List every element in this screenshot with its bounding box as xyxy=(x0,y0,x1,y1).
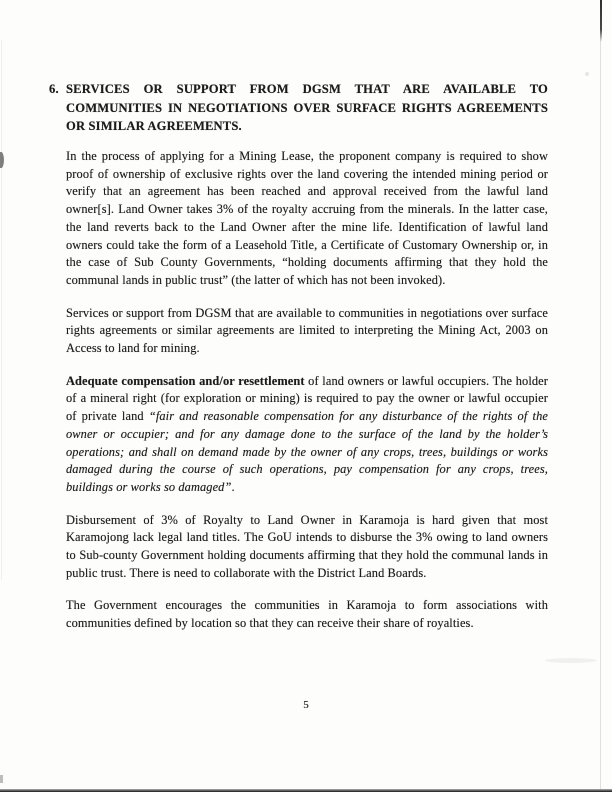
paragraph xyxy=(66,597,548,632)
text-run-normal: Disbursement of 3% of Royalty to Land Owner in Karamoja is hard given that most Karamojong lack legal land titles. The GoU intends to disburse the 3% owing to land owners to Sub-county Government holding documents affirming that they hold the communal lands in public trust. There is need to collaborate with the District Land Boards. xyxy=(66,512,548,580)
paragraph xyxy=(66,373,548,497)
section-heading-text: SERVICES OR SUPPORT FROM DGSM THAT ARE AVAILABLE TO COMMUNITIES IN NEGOTIATIONS OVER SURFACE RIGHTS AGREEMENTS OR SIMILAR AGREEMENTS. xyxy=(66,82,548,134)
text-run-normal: Services or support from DGSM that are available to communities in negotiations over surface rights agreements or similar agreements are limited to interpreting the Mining Act, 2003 on Access to land for mining. xyxy=(66,305,548,356)
text-run-normal: In the process of applying for a Mining Lease, the proponent company is required to show proof of ownership of exclusive rights over the land covering the intended mining period or verify that an agreement has been reached and approval received from the lawful land owner[s]. Land Owner takes 3% of the royalty accruing from the minerals. In the latter case, the land reverts back to the Land Owner after the mine life. Identification of lawful land owners could take the form of a Leasehold Title, a Certificate of Customary Ownership or, in the case of Sub County Governments, “holding documents affirming that they hold the communal lands in public trust” (the latter of which has not been invoked). xyxy=(66,149,548,287)
scan-smudge xyxy=(545,658,597,663)
scan-smudge xyxy=(0,775,3,783)
scan-edge-artifact-right-line xyxy=(600,0,601,789)
scan-edge-artifact-left-line xyxy=(1,40,2,580)
text-run-bold: Adequate compensation and/or resettlement xyxy=(66,373,305,388)
text-run-italic: “fair and reasonable compensation for any disturbance of the rights of the owner or occupier; and for any damage done to the surface of the land by the holder’s operations; and shall on demand made by the owner of any crops, trees, buildings or works damaged during the course of such operations, pay compensation for any crops, trees, buildings or works so damaged” xyxy=(66,409,548,494)
document-body xyxy=(66,148,548,648)
scan-edge-artifact-left-mark xyxy=(0,152,4,168)
text-run-normal: . xyxy=(231,479,235,494)
scan-smudge xyxy=(585,72,589,76)
page-number: 5 xyxy=(303,699,309,711)
section-number: 6. xyxy=(49,82,59,96)
paragraph xyxy=(66,305,548,358)
paragraph xyxy=(66,148,548,290)
section-heading xyxy=(49,80,548,136)
paragraph xyxy=(66,512,548,583)
text-run-normal: The Government encourages the communities in Karamoja to form associations with communities defined by location so that they can receive their share of royalties. xyxy=(66,598,548,631)
scan-edge-artifact-right-dark-segment xyxy=(600,0,602,42)
text-run-normal: of land owners or lawful occupiers. The holder of a mineral right (for exploration or mining) is required to pay the owner or lawful occupier of private land xyxy=(66,373,548,424)
